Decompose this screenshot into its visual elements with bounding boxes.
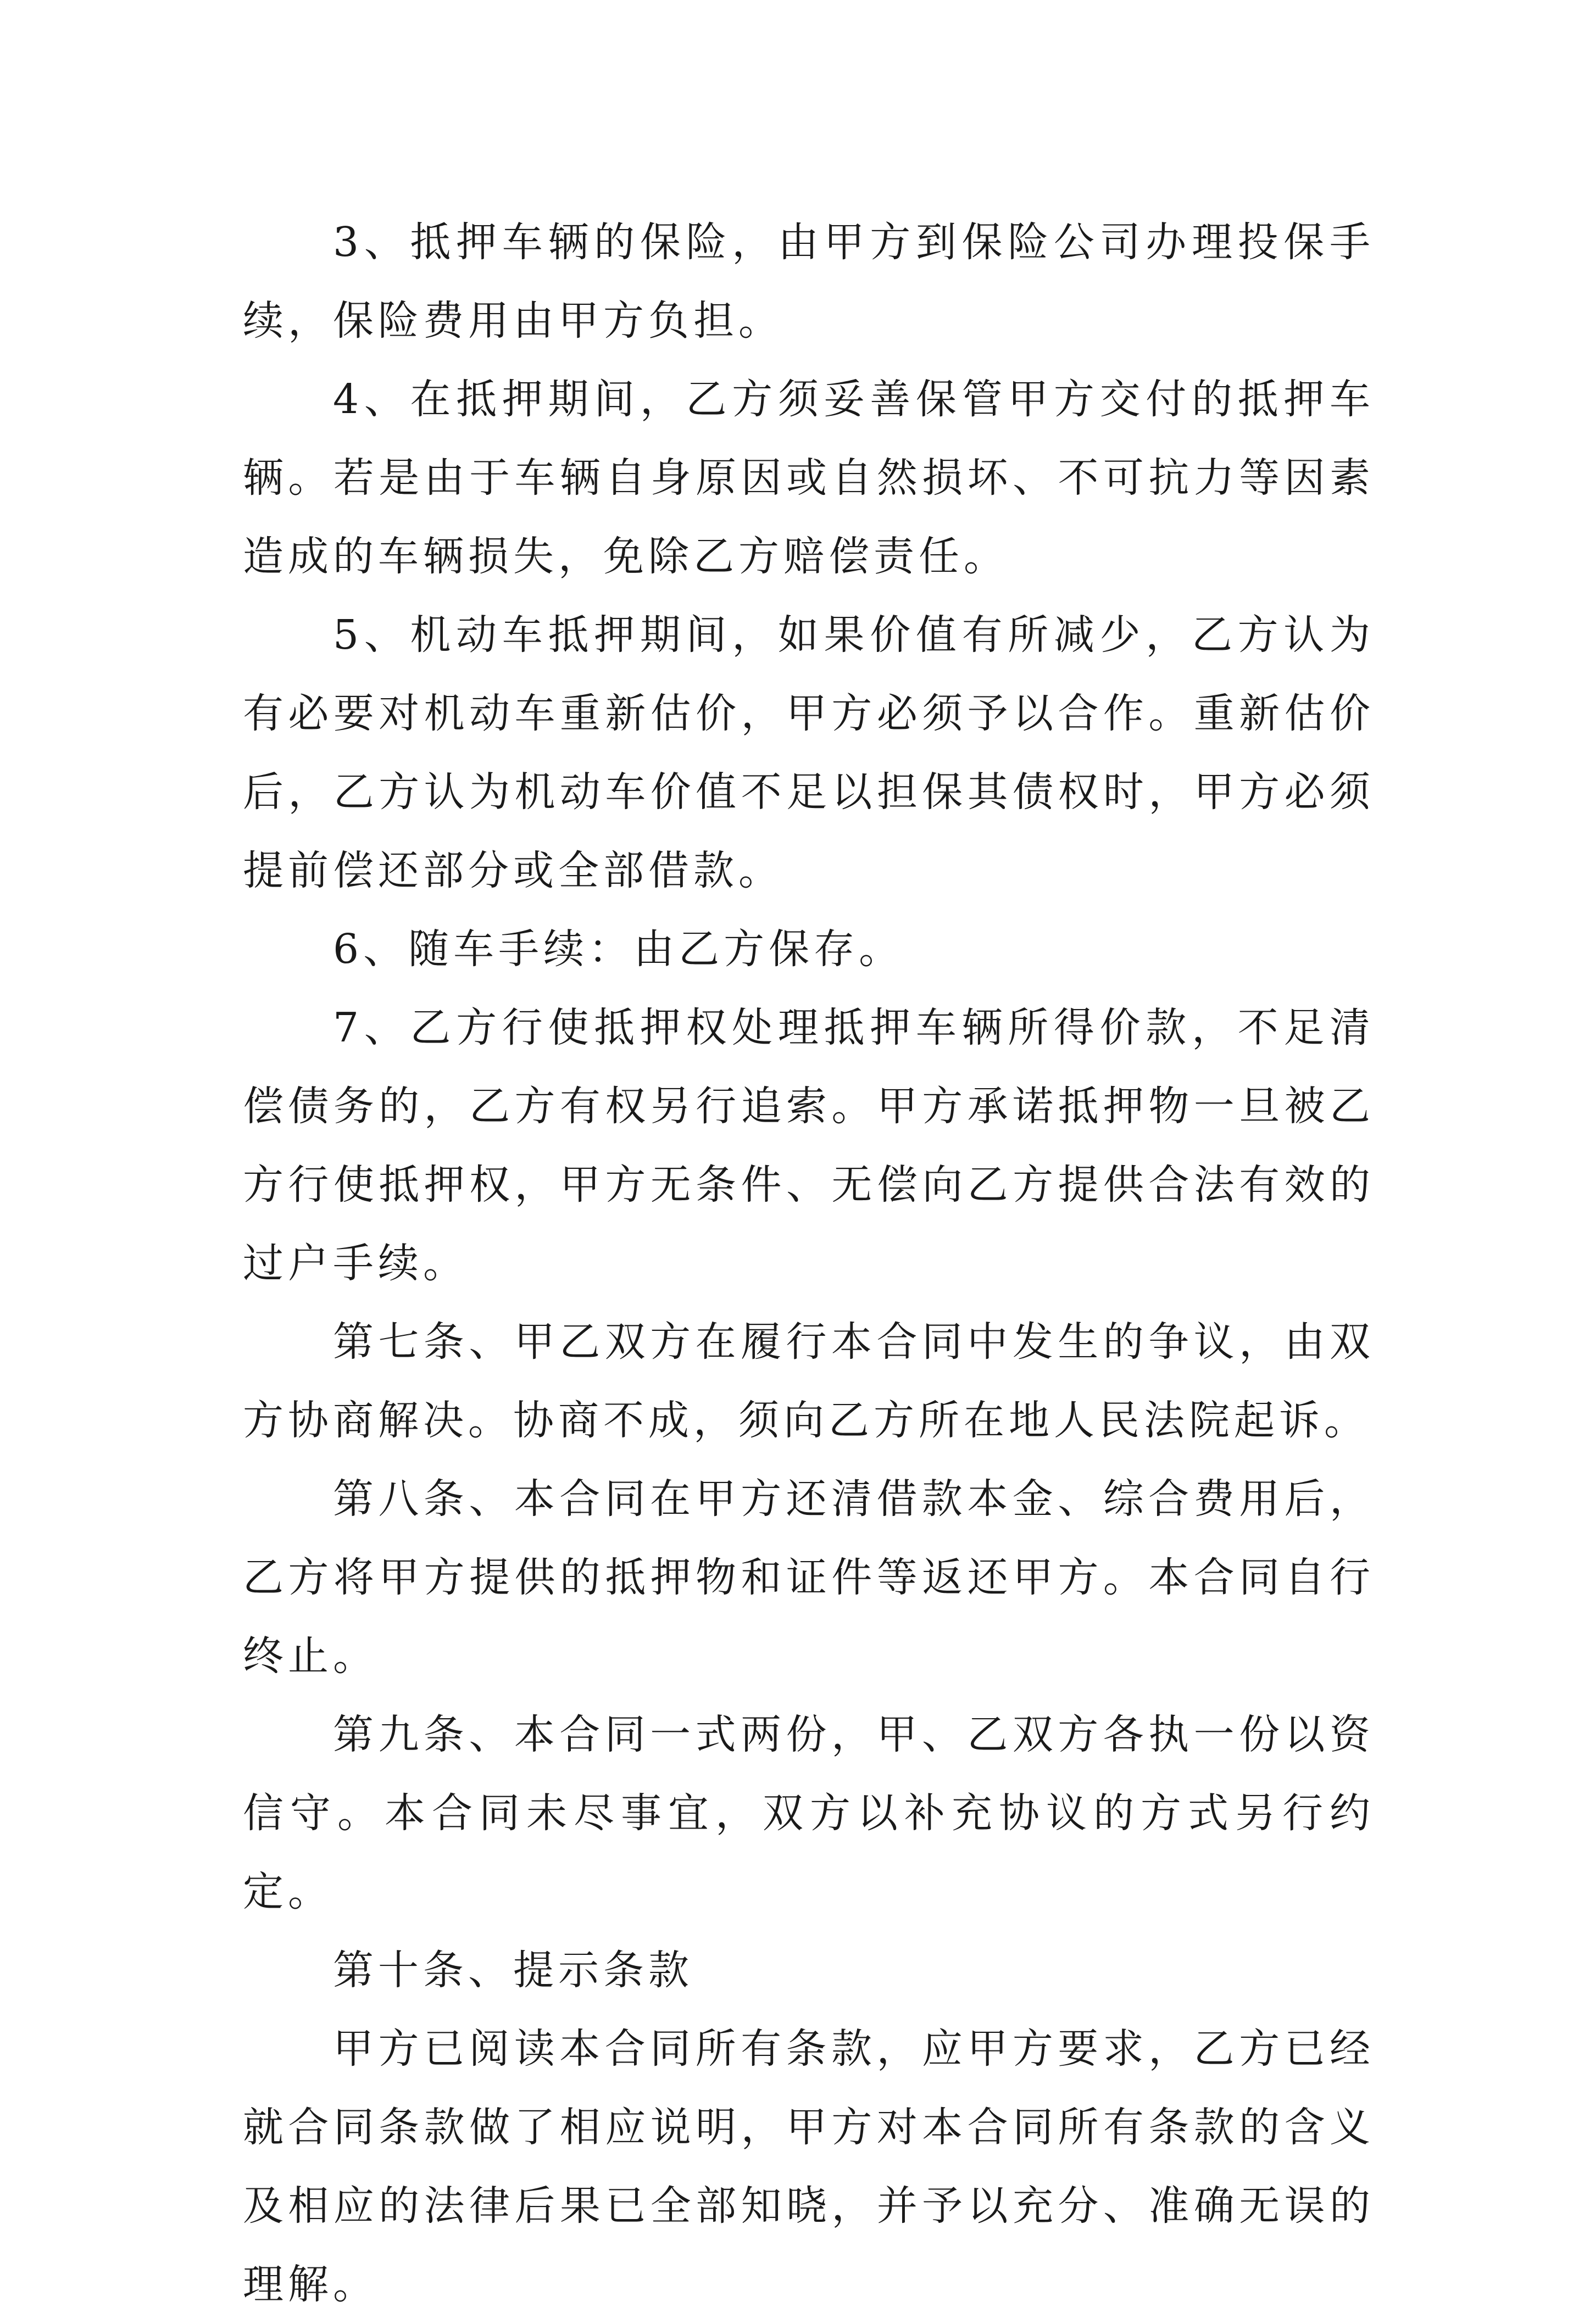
- clause-7-recourse: 7、乙方行使抵押权处理抵押车辆所得价款，不足清偿债务的，乙方有权另行追索。甲方承诺抵押物一旦被乙方行使抵押权，甲方无条件、无偿向乙方提供合法有效的过户手续。: [243, 1004, 1375, 1287]
- article-7-disputes: 第七条、甲乙双方在履行本合同中发生的争议，由双方协商解决。协商不成，须向乙方所在地人民法院起诉。: [243, 1318, 1375, 1444]
- article-8-termination: 第八条、本合同在甲方还清借款本金、综合费用后，乙方将甲方提供的抵押物和证件等返还甲方。本合同自行终止。: [243, 1475, 1375, 1680]
- clause-5-revaluation: 5、机动车抵押期间，如果价值有所减少，乙方认为有必要对机动车重新估价，甲方必须予以合作。重新估价后，乙方认为机动车价值不足以担保其债权时，甲方必须提前偿还部分或全部借款。: [243, 611, 1375, 894]
- article-10-notice: 甲方已阅读本合同所有条款，应甲方要求，乙方已经就合同条款做了相应说明，甲方对本合同所有条款的含义及相应的法律后果已全部知晓，并予以充分、准确无误的理解。: [243, 2025, 1375, 2308]
- article-10-heading: 第十条、提示条款: [333, 1947, 693, 1994]
- clause-4-custody: 4、在抵押期间，乙方须妥善保管甲方交付的抵押车辆。若是由于车辆自身原因或自然损坏、不可抗力等因素造成的车辆损失，免除乙方赔偿责任。: [243, 376, 1375, 580]
- clause-6-documents: 6、随车手续：由乙方保存。: [333, 926, 904, 973]
- clause-3-insurance: 3、抵押车辆的保险，由甲方到保险公司办理投保手续，保险费用由甲方负担。: [243, 219, 1375, 344]
- document-body: [243, 203, 1375, 2324]
- article-9-copies: 第九条、本合同一式两份，甲、乙双方各执一份以资信守。本合同未尽事宜，双方以补充协议的方式另行约定。: [243, 1711, 1375, 1915]
